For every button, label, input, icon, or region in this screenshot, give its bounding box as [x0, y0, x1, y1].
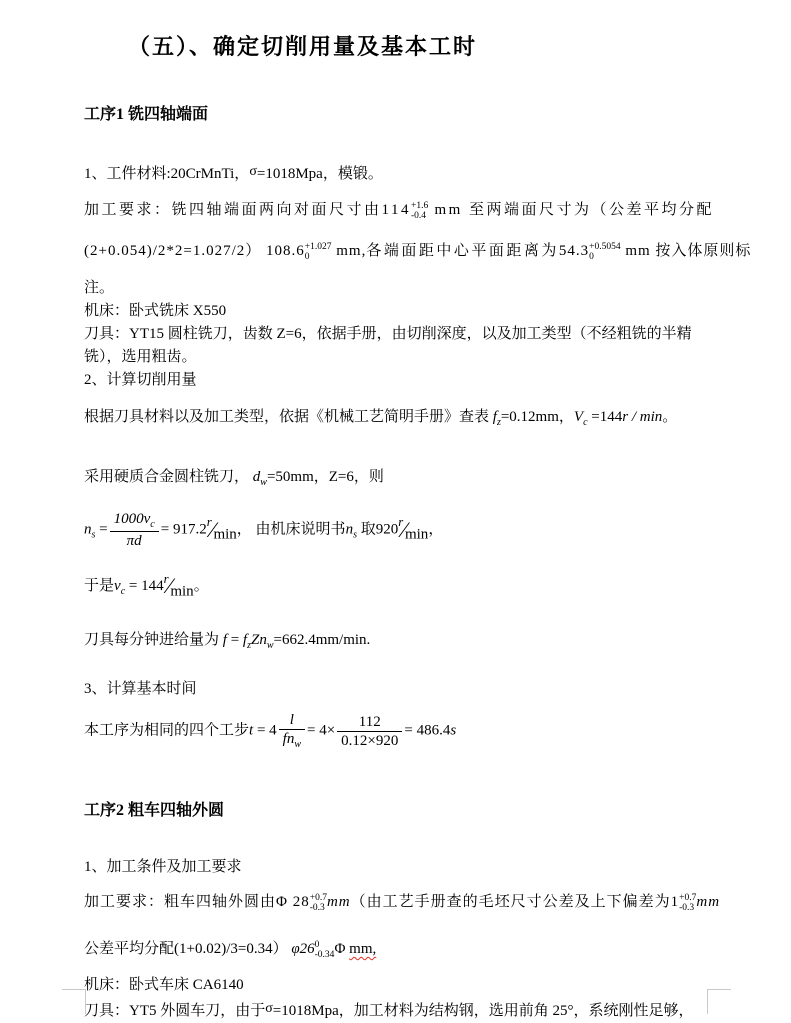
var-t: t: [249, 722, 254, 739]
paragraph-feed: [84, 629, 773, 657]
fraction: [279, 711, 305, 751]
fraction-numerator: 112: [337, 713, 402, 732]
text-run: 刀具：YT5 外圆车刀，由于: [84, 1002, 266, 1019]
unit-min: min: [404, 526, 429, 543]
formula-basic-time: [84, 711, 773, 751]
unit-r-min: r / min: [622, 408, 663, 425]
equals-sign: =: [230, 632, 240, 649]
tolerance-stack: [679, 893, 696, 914]
paragraph-tool-2: [84, 997, 773, 1023]
unit-mm: mm: [696, 894, 721, 911]
text-run: 本工序为相同的四个工步: [84, 722, 250, 739]
text-run: =144: [591, 408, 623, 425]
paragraph-tool-1a: 刀具：YT15 圆柱铣刀，齿数 Z=6，依据手册，由切削深度，以及加工类型（不经粗铣的半精: [84, 325, 692, 342]
unit-r-per-min: [207, 515, 237, 543]
fraction-numerator: l: [279, 711, 305, 730]
phi-symbol: Φ: [334, 941, 346, 958]
tolerance-lower: -0.3: [679, 903, 695, 914]
unit-r-per-min: [398, 515, 428, 543]
var-fn: fn: [282, 731, 295, 748]
text-run: （由工艺手册查的毛坯尺寸公差及上下偏差为: [350, 894, 671, 911]
text-run: =1018Mpa，模锻。: [256, 165, 383, 182]
text-run: mm,: [336, 242, 367, 259]
tolerance-upper: +1.027: [304, 241, 332, 252]
text-run: ，: [428, 521, 444, 538]
dimension-value: 108.6: [266, 242, 305, 259]
var-n: n: [84, 521, 92, 538]
var-V-sub: c: [583, 416, 588, 428]
subheading-calc-time: 3、计算基本时间: [84, 681, 197, 698]
var-n2: n: [345, 521, 354, 538]
sigma-symbol: σ: [249, 164, 257, 179]
fraction: [110, 510, 159, 550]
page-margin-corner-left: [62, 989, 86, 1014]
paragraph-requirement-s2: [84, 891, 773, 914]
fraction: [337, 713, 402, 750]
text-run: 采用硬质合金圆柱铣刀，: [84, 468, 250, 485]
var-f: f: [492, 408, 497, 425]
paragraph-requirement-2: [84, 240, 773, 263]
text-run: (2+0.054)/2*2=1.027/2）: [84, 242, 262, 259]
var-f2: f: [242, 632, 248, 649]
fraction-denominator: πd: [126, 532, 142, 549]
text-run: 。: [662, 408, 678, 425]
paragraph-vc: [84, 568, 773, 603]
paragraph-tolerance-split: [84, 938, 773, 961]
unit-mm: mm: [326, 894, 351, 911]
dimension-value: 28: [292, 894, 310, 911]
result-value: = 917.2: [160, 521, 207, 538]
page-margin-corner-right: [707, 989, 731, 1014]
text-run: 根据刀具材料以及加工类型，依据《机械工艺简明手册》查表: [84, 408, 490, 425]
subheading-conditions: 1、加工条件及加工要求: [84, 859, 242, 876]
var-zn: Zn: [250, 632, 267, 649]
equals-sign: =: [99, 521, 108, 538]
tolerance-stack: [305, 242, 332, 263]
var-fn-sub: w: [294, 739, 301, 751]
text-run: =1018Mpa，加工材料为结构钢，选用前角 25°，系统刚性足够，: [272, 1002, 694, 1019]
tolerance-upper: +0.7: [679, 892, 697, 903]
process-1-heading: 工序1 铣四轴端面: [84, 106, 209, 123]
paragraph-machine-2: 机床：卧式车床 CA6140: [84, 977, 244, 994]
equals-sign: = 4: [256, 722, 277, 739]
slash: ⁄: [210, 516, 215, 542]
unit-r: r: [163, 571, 169, 586]
var-f1: f: [222, 632, 227, 649]
dimension-value: 54.3: [558, 242, 590, 259]
fraction-denominator: 0.12×920: [341, 732, 399, 749]
text-run: 刀具每分钟进给量为: [84, 632, 220, 649]
text-run: ， 由机床说明书: [236, 521, 346, 538]
tolerance-stack: [315, 940, 335, 961]
dimension-value: 114: [381, 201, 411, 218]
unit-s: s: [450, 722, 457, 739]
dimension-value: 1: [670, 894, 680, 911]
tolerance-upper: +0.5054: [589, 241, 621, 252]
text-run: =50mm，Z=6，则: [266, 468, 384, 485]
var-d-sub: w: [260, 476, 267, 488]
text-run: = 144: [128, 577, 164, 594]
var-n2-sub: s: [353, 529, 357, 541]
text-run: =662.4mm/min.: [273, 632, 371, 649]
paragraph-material: [84, 160, 773, 186]
var-v: v: [114, 577, 121, 594]
unit-r: r: [398, 515, 404, 530]
fraction-denominator: [279, 730, 305, 751]
text-run: mm 按入体原则标: [625, 242, 752, 259]
paragraph-requirement-1: [84, 199, 773, 222]
text-run: mm 至两端面尺寸为（公差平均分配: [428, 201, 715, 218]
var-f-sub: z: [496, 416, 501, 428]
tolerance-stack: [411, 201, 428, 222]
tolerance-lower: 0: [304, 252, 310, 263]
formula-spindle-speed: [84, 510, 773, 550]
paragraph-tool-1b: 铣），选用粗齿。: [84, 348, 197, 365]
paragraph-requirement-3: 注。: [84, 279, 115, 296]
fraction-numerator: [110, 510, 159, 532]
unit-r-per-min: [164, 568, 194, 603]
var-n-sub: s: [91, 529, 96, 541]
var-V: V: [573, 408, 584, 425]
tolerance-stack: [310, 893, 327, 914]
tolerance-upper: +0.7: [309, 892, 327, 903]
tolerance-lower: -0.34: [314, 950, 335, 961]
slash: ⁄: [402, 516, 406, 542]
subheading-calc-cutting: 2、计算切削用量: [84, 371, 197, 388]
slash: ⁄: [167, 573, 172, 599]
tolerance-lower: 0: [589, 252, 594, 263]
paragraph-cutter: [84, 466, 773, 494]
text-run: 。: [193, 577, 209, 594]
var-zn-sub: w: [266, 640, 274, 652]
tolerance-upper: 0: [314, 939, 320, 950]
text-run: 公差平均分配(1+0.02)/3=0.34）: [84, 941, 288, 958]
unit-min: min: [170, 583, 194, 600]
tolerance-stack: [589, 242, 620, 263]
paragraph-machine-1: 机床：卧式铣床 X550: [84, 302, 227, 319]
text-run: 于是: [84, 577, 115, 594]
text-run: 取920: [360, 521, 399, 538]
unit-min: min: [213, 526, 237, 543]
text-run: 加工要求：铣四轴端面两向对面尺寸由: [84, 201, 382, 218]
unit-mm-spellchecked: mm,: [349, 941, 377, 958]
result-value: = 486.4: [404, 722, 451, 739]
page-title: （五）、确定切削用量及基本工时: [128, 34, 478, 59]
text-run: 各端面距中心平面距离为: [366, 242, 559, 259]
dimension-phi26: φ26: [291, 941, 315, 958]
tolerance-lower: -0.4: [410, 211, 427, 222]
tolerance-upper: +1.6: [410, 200, 429, 211]
process-2-heading: 工序2 粗车四轴外圆: [84, 802, 225, 820]
tolerance-lower: -0.3: [309, 903, 325, 914]
text-run: 1、工件材料:20CrMnTi，: [84, 165, 250, 182]
var-v-sub: c: [120, 585, 126, 597]
text-run: 加工要求：粗车四轴外圆由Φ: [84, 894, 288, 911]
text-run: =0.12mm，: [500, 408, 574, 425]
var-1000vc: 1000v: [113, 510, 151, 527]
var-d: d: [252, 468, 261, 485]
sigma-symbol: σ: [265, 1001, 273, 1017]
var-f2-sub: z: [247, 640, 251, 652]
unit-r: r: [206, 515, 212, 530]
equals-sign: = 4×: [307, 722, 336, 739]
paragraph-handbook-lookup: [84, 406, 773, 434]
var-vc-sub: c: [150, 518, 155, 530]
